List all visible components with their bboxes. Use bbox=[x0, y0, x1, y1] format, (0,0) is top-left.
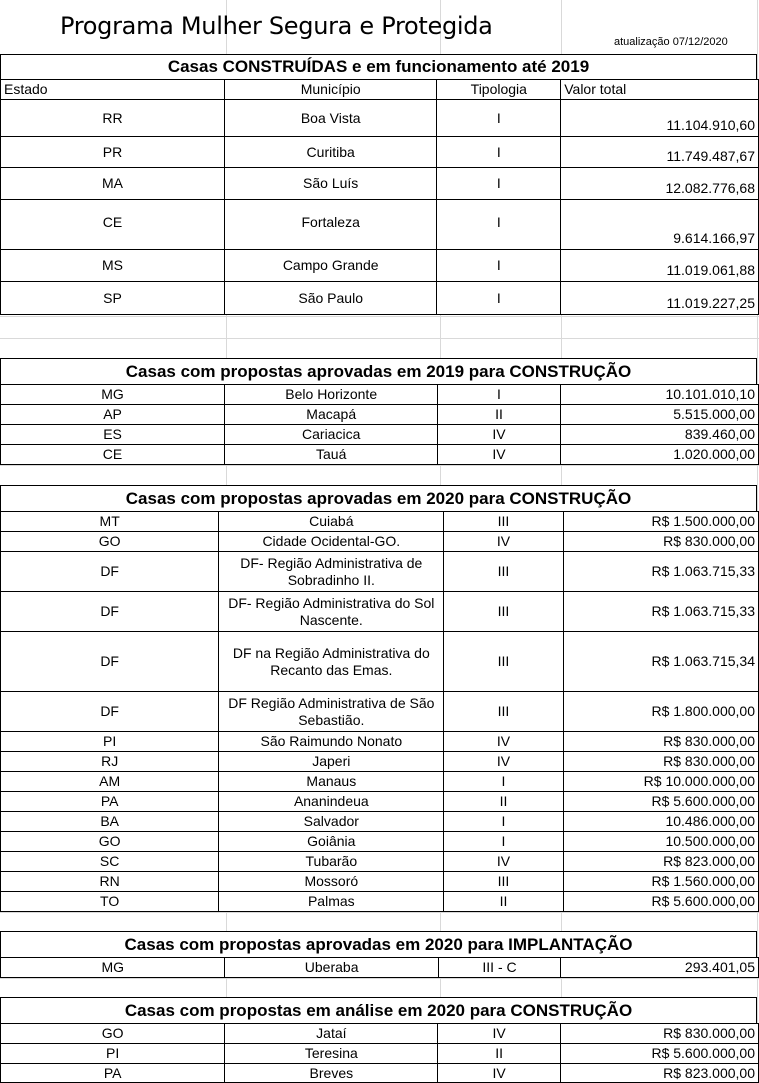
table-row bbox=[1, 772, 759, 792]
cell-city: Uberaba bbox=[225, 958, 438, 978]
table-row bbox=[1, 892, 759, 912]
cell-value: R$ 830.000,00 bbox=[560, 1024, 758, 1044]
cell-city: Cidade Ocidental-GO. bbox=[219, 532, 444, 552]
cell-value: R$ 5.600.000,00 bbox=[563, 792, 758, 812]
cell-city: Ananindeua bbox=[219, 792, 444, 812]
cell-state: MT bbox=[1, 512, 219, 532]
cell-value: 11.104.910,60 bbox=[561, 100, 759, 137]
table-row bbox=[1, 282, 759, 315]
cell-city: Mossoró bbox=[219, 872, 444, 892]
table-row bbox=[1, 168, 759, 200]
cell-value: R$ 1.800.000,00 bbox=[563, 692, 758, 732]
cell-city: Salvador bbox=[219, 812, 444, 832]
cell-city: Tubarão bbox=[219, 852, 444, 872]
cell-value: 839.460,00 bbox=[560, 425, 758, 445]
cell-value: R$ 1.560.000,00 bbox=[563, 872, 758, 892]
cell-city: Goiânia bbox=[219, 832, 444, 852]
cell-state: DF bbox=[1, 552, 219, 592]
column-header-row bbox=[1, 80, 759, 100]
cell-type: I bbox=[444, 772, 563, 792]
cell-type: III bbox=[444, 512, 563, 532]
table-row bbox=[1, 100, 759, 137]
table-row bbox=[1, 872, 759, 892]
cell-value: R$ 5.600.000,00 bbox=[563, 892, 758, 912]
cell-state: CE bbox=[1, 200, 225, 250]
cell-value: 11.749.487,67 bbox=[561, 137, 759, 168]
gridline bbox=[0, 338, 759, 339]
cell-value: R$ 5.600.000,00 bbox=[560, 1044, 758, 1064]
cell-state: MG bbox=[1, 958, 225, 978]
cell-type: IV bbox=[444, 732, 563, 752]
cell-state: RJ bbox=[1, 752, 219, 772]
cell-type: II bbox=[444, 792, 563, 812]
cell-state: TO bbox=[1, 892, 219, 912]
cell-state: MA bbox=[1, 168, 225, 200]
cell-state: DF bbox=[1, 632, 219, 692]
table-row bbox=[1, 532, 759, 552]
cell-city: Manaus bbox=[219, 772, 444, 792]
cell-state: PA bbox=[1, 1064, 225, 1083]
table-row bbox=[1, 852, 759, 872]
cell-value: R$ 823.000,00 bbox=[560, 1064, 758, 1083]
cell-city: DF na Região Administrativa do Recanto das Emas. bbox=[219, 632, 444, 692]
cell-city: DF- Região Administrativa de Sobradinho II. bbox=[219, 552, 444, 592]
cell-value: R$ 823.000,00 bbox=[563, 852, 758, 872]
cell-value: 10.500.000,00 bbox=[563, 832, 758, 852]
cell-value: R$ 1.063.715,33 bbox=[563, 552, 758, 592]
cell-state: AP bbox=[1, 405, 225, 425]
update-date: atualização 07/12/2020 bbox=[614, 36, 728, 48]
cell-type: III bbox=[444, 692, 563, 732]
cell-city: Belo Horizonte bbox=[225, 385, 438, 405]
cell-state: AM bbox=[1, 772, 219, 792]
document-title: Programa Mulher Segura e Protegida bbox=[60, 12, 493, 40]
cell-type: IV bbox=[438, 425, 560, 445]
section-heading-approved-2019: Casas com propostas aprovadas em 2019 para CONSTRUÇÃO bbox=[0, 358, 757, 385]
table-row bbox=[1, 137, 759, 168]
cell-type: IV bbox=[438, 1024, 560, 1044]
cell-value: R$ 1.063.715,34 bbox=[563, 632, 758, 692]
cell-type: III bbox=[444, 592, 563, 632]
table-row bbox=[1, 425, 759, 445]
table-row bbox=[1, 1064, 759, 1083]
table-row bbox=[1, 552, 759, 592]
cell-state: DF bbox=[1, 692, 219, 732]
cell-city: Macapá bbox=[225, 405, 438, 425]
table-row bbox=[1, 812, 759, 832]
cell-type: II bbox=[438, 405, 560, 425]
table-under-analysis-2020 bbox=[0, 1023, 759, 1083]
cell-type: IV bbox=[444, 532, 563, 552]
table-row bbox=[1, 445, 759, 465]
cell-type: III - C bbox=[438, 958, 560, 978]
cell-state: GO bbox=[1, 532, 219, 552]
cell-state: PI bbox=[1, 732, 219, 752]
section-heading-approved-2020-implantation: Casas com propostas aprovadas em 2020 para IMPLANTAÇÃO bbox=[0, 931, 757, 958]
column-header-type: Tipologia bbox=[437, 80, 561, 100]
cell-value: R$ 1.500.000,00 bbox=[563, 512, 758, 532]
section-heading-under-analysis-2020: Casas com propostas em análise em 2020 para CONSTRUÇÃO bbox=[0, 997, 757, 1024]
cell-city: Tauá bbox=[225, 445, 438, 465]
cell-type: I bbox=[437, 168, 561, 200]
cell-state: MG bbox=[1, 385, 225, 405]
table-row bbox=[1, 958, 759, 978]
cell-type: II bbox=[444, 892, 563, 912]
cell-type: I bbox=[444, 812, 563, 832]
column-header-city: Município bbox=[224, 80, 436, 100]
table-row bbox=[1, 692, 759, 732]
cell-value: R$ 1.063.715,33 bbox=[563, 592, 758, 632]
gridline bbox=[0, 465, 759, 466]
table-row bbox=[1, 592, 759, 632]
gridline bbox=[0, 316, 759, 317]
column-header-value: Valor total bbox=[561, 80, 759, 100]
cell-city: Cuiabá bbox=[219, 512, 444, 532]
cell-value: R$ 10.000.000,00 bbox=[563, 772, 758, 792]
table-row bbox=[1, 200, 759, 250]
cell-city: São Raimundo Nonato bbox=[219, 732, 444, 752]
table-row bbox=[1, 405, 759, 425]
cell-city: Teresina bbox=[225, 1044, 438, 1064]
table-approved-2019 bbox=[0, 384, 759, 465]
cell-type: III bbox=[444, 552, 563, 592]
cell-value: 1.020.000,00 bbox=[560, 445, 758, 465]
cell-state: DF bbox=[1, 592, 219, 632]
column-header-state: Estado bbox=[1, 80, 225, 100]
cell-city: DF Região Administrativa de São Sebastião. bbox=[219, 692, 444, 732]
cell-state: PI bbox=[1, 1044, 225, 1064]
cell-city: Cariacica bbox=[225, 425, 438, 445]
cell-value: 5.515.000,00 bbox=[560, 405, 758, 425]
cell-type: I bbox=[437, 250, 561, 282]
table-built bbox=[0, 79, 759, 315]
cell-state: PR bbox=[1, 137, 225, 168]
cell-type: III bbox=[444, 872, 563, 892]
cell-value: 293.401,05 bbox=[561, 958, 759, 978]
cell-city: Breves bbox=[225, 1064, 438, 1083]
cell-state: BA bbox=[1, 812, 219, 832]
table-approved-2020-implantation bbox=[0, 957, 759, 978]
table-row bbox=[1, 732, 759, 752]
cell-city: São Luís bbox=[224, 168, 436, 200]
table-row bbox=[1, 792, 759, 812]
cell-value: 11.019.061,88 bbox=[561, 250, 759, 282]
cell-type: I bbox=[437, 100, 561, 137]
section-heading-built: Casas CONSTRUÍDAS e em funcionamento até 2019 bbox=[0, 54, 757, 80]
table-row bbox=[1, 832, 759, 852]
table-row bbox=[1, 1024, 759, 1044]
cell-type: IV bbox=[438, 445, 560, 465]
gridline bbox=[0, 978, 759, 979]
cell-city: São Paulo bbox=[224, 282, 436, 315]
cell-state: PA bbox=[1, 792, 219, 812]
cell-value: 12.082.776,68 bbox=[561, 168, 759, 200]
cell-type: I bbox=[438, 385, 560, 405]
cell-type: II bbox=[438, 1044, 560, 1064]
cell-type: IV bbox=[444, 752, 563, 772]
cell-city: Japeri bbox=[219, 752, 444, 772]
cell-type: I bbox=[437, 137, 561, 168]
table-row bbox=[1, 632, 759, 692]
table-row bbox=[1, 385, 759, 405]
table-approved-2020-construction bbox=[0, 511, 759, 912]
gridline bbox=[0, 912, 759, 913]
cell-city: Campo Grande bbox=[224, 250, 436, 282]
cell-type: I bbox=[437, 200, 561, 250]
cell-state: RR bbox=[1, 100, 225, 137]
cell-type: IV bbox=[444, 852, 563, 872]
cell-city: DF- Região Administrativa do Sol Nascente. bbox=[219, 592, 444, 632]
cell-value: 9.614.166,97 bbox=[561, 200, 759, 250]
cell-value: 11.019.227,25 bbox=[561, 282, 759, 315]
cell-city: Curitiba bbox=[224, 137, 436, 168]
cell-city: Fortaleza bbox=[224, 200, 436, 250]
cell-state: GO bbox=[1, 832, 219, 852]
cell-value: R$ 830.000,00 bbox=[563, 532, 758, 552]
cell-value: R$ 830.000,00 bbox=[563, 752, 758, 772]
cell-city: Jataí bbox=[225, 1024, 438, 1044]
cell-state: MS bbox=[1, 250, 225, 282]
cell-state: RN bbox=[1, 872, 219, 892]
table-row bbox=[1, 1044, 759, 1064]
cell-type: III bbox=[444, 632, 563, 692]
cell-state: GO bbox=[1, 1024, 225, 1044]
cell-state: SC bbox=[1, 852, 219, 872]
cell-type: IV bbox=[438, 1064, 560, 1083]
cell-type: I bbox=[437, 282, 561, 315]
cell-value: 10.101.010,10 bbox=[560, 385, 758, 405]
table-row bbox=[1, 250, 759, 282]
cell-state: SP bbox=[1, 282, 225, 315]
section-heading-approved-2020-construction: Casas com propostas aprovadas em 2020 para CONSTRUÇÃO bbox=[0, 485, 757, 512]
cell-city: Boa Vista bbox=[224, 100, 436, 137]
table-row bbox=[1, 752, 759, 772]
cell-state: CE bbox=[1, 445, 225, 465]
cell-type: I bbox=[444, 832, 563, 852]
table-row bbox=[1, 512, 759, 532]
cell-city: Palmas bbox=[219, 892, 444, 912]
cell-value: 10.486.000,00 bbox=[563, 812, 758, 832]
cell-state: ES bbox=[1, 425, 225, 445]
cell-value: R$ 830.000,00 bbox=[563, 732, 758, 752]
